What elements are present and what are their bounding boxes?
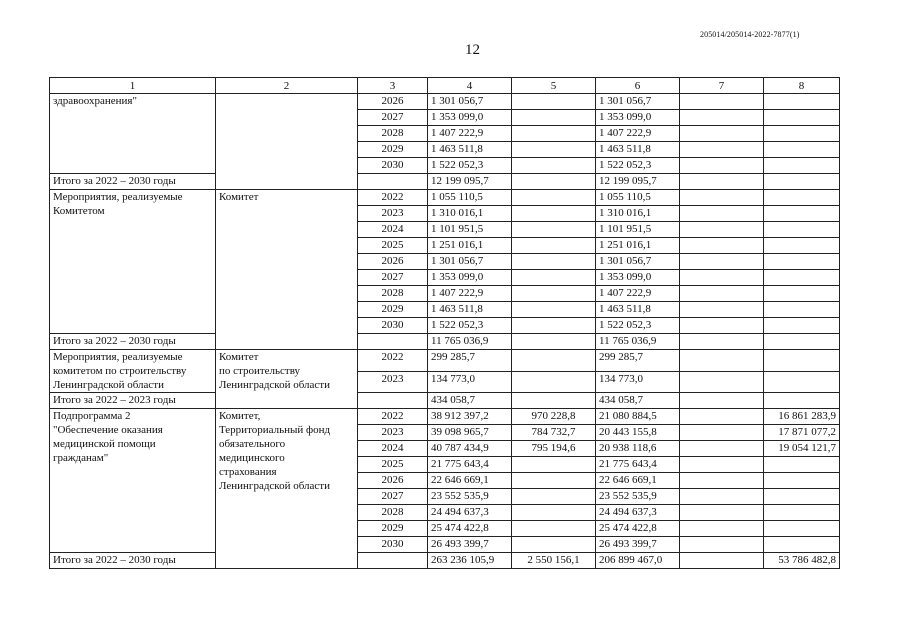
total-funding-cell: 263 236 105,9 bbox=[428, 553, 512, 569]
program-name-line: комитетом по строительству bbox=[53, 365, 187, 377]
table-row bbox=[50, 94, 840, 110]
total-funding-cell: 1 301 056,7 bbox=[428, 254, 512, 270]
local-funding-cell bbox=[680, 393, 764, 409]
program-name-line: Комитетом bbox=[53, 205, 105, 217]
year-cell: 2029 bbox=[358, 142, 428, 158]
regional-funding-cell: 206 899 467,0 bbox=[596, 553, 680, 569]
total-funding-cell: 434 058,7 bbox=[428, 393, 512, 409]
other-funding-cell bbox=[764, 142, 840, 158]
executor-cell bbox=[216, 409, 358, 569]
table-row bbox=[50, 190, 840, 206]
local-funding-cell bbox=[680, 318, 764, 334]
column-header: 8 bbox=[764, 78, 840, 94]
total-funding-cell: 12 199 095,7 bbox=[428, 174, 512, 190]
other-funding-cell bbox=[764, 489, 840, 505]
total-funding-cell: 1 101 951,5 bbox=[428, 222, 512, 238]
federal-funding-cell bbox=[512, 174, 596, 190]
budget-table bbox=[49, 77, 840, 569]
total-funding-cell: 1 463 511,8 bbox=[428, 302, 512, 318]
other-funding-cell bbox=[764, 537, 840, 553]
total-funding-cell: 40 787 434,9 bbox=[428, 441, 512, 457]
regional-funding-cell: 26 493 399,7 bbox=[596, 537, 680, 553]
total-funding-cell: 23 552 535,9 bbox=[428, 489, 512, 505]
other-funding-cell bbox=[764, 190, 840, 206]
year-cell: 2022 bbox=[358, 190, 428, 206]
regional-funding-cell: 24 494 637,3 bbox=[596, 505, 680, 521]
executor-line: медицинского bbox=[219, 452, 285, 464]
other-funding-cell bbox=[764, 473, 840, 489]
regional-funding-cell: 1 353 099,0 bbox=[596, 110, 680, 126]
year-cell: 2027 bbox=[358, 270, 428, 286]
federal-funding-cell bbox=[512, 270, 596, 286]
year-cell: 2027 bbox=[358, 489, 428, 505]
local-funding-cell bbox=[680, 190, 764, 206]
federal-funding-cell bbox=[512, 537, 596, 553]
other-funding-cell bbox=[764, 318, 840, 334]
local-funding-cell bbox=[680, 425, 764, 441]
other-funding-cell: 19 054 121,7 bbox=[764, 441, 840, 457]
executor-line: Территориальный фонд bbox=[219, 424, 331, 436]
year-cell bbox=[358, 174, 428, 190]
total-funding-cell: 24 494 637,3 bbox=[428, 505, 512, 521]
total-funding-cell: 22 646 669,1 bbox=[428, 473, 512, 489]
regional-funding-cell: 21 775 643,4 bbox=[596, 457, 680, 473]
other-funding-cell bbox=[764, 238, 840, 254]
year-cell: 2025 bbox=[358, 457, 428, 473]
total-funding-cell: 1 522 052,3 bbox=[428, 318, 512, 334]
total-funding-cell: 1 522 052,3 bbox=[428, 158, 512, 174]
federal-funding-cell bbox=[512, 158, 596, 174]
local-funding-cell bbox=[680, 371, 764, 393]
total-funding-cell: 1 353 099,0 bbox=[428, 110, 512, 126]
federal-funding-cell: 2 550 156,1 bbox=[512, 553, 596, 569]
federal-funding-cell bbox=[512, 457, 596, 473]
local-funding-cell bbox=[680, 350, 764, 372]
federal-funding-cell bbox=[512, 318, 596, 334]
program-name-cell bbox=[50, 409, 216, 553]
total-row bbox=[50, 393, 840, 409]
local-funding-cell bbox=[680, 174, 764, 190]
regional-funding-cell: 134 773,0 bbox=[596, 371, 680, 393]
column-header: 1 bbox=[50, 78, 216, 94]
program-name-line: "Обеспечение оказания bbox=[53, 424, 163, 436]
executor-line: по строительству bbox=[219, 365, 301, 377]
federal-funding-cell bbox=[512, 521, 596, 537]
federal-funding-cell bbox=[512, 238, 596, 254]
program-name-line: здравоохранения" bbox=[53, 95, 137, 107]
year-cell: 2024 bbox=[358, 441, 428, 457]
federal-funding-cell bbox=[512, 334, 596, 350]
regional-funding-cell: 1 463 511,8 bbox=[596, 302, 680, 318]
regional-funding-cell: 1 055 110,5 bbox=[596, 190, 680, 206]
local-funding-cell bbox=[680, 537, 764, 553]
year-cell: 2027 bbox=[358, 110, 428, 126]
table-body bbox=[50, 78, 840, 569]
regional-funding-cell: 1 522 052,3 bbox=[596, 158, 680, 174]
other-funding-cell bbox=[764, 457, 840, 473]
executor-line: Комитет bbox=[219, 351, 259, 363]
other-funding-cell bbox=[764, 371, 840, 393]
total-funding-cell: 1 251 016,1 bbox=[428, 238, 512, 254]
other-funding-cell bbox=[764, 254, 840, 270]
regional-funding-cell: 1 522 052,3 bbox=[596, 318, 680, 334]
regional-funding-cell: 25 474 422,8 bbox=[596, 521, 680, 537]
year-cell: 2030 bbox=[358, 318, 428, 334]
local-funding-cell bbox=[680, 142, 764, 158]
federal-funding-cell bbox=[512, 302, 596, 318]
regional-funding-cell: 1 463 511,8 bbox=[596, 142, 680, 158]
other-funding-cell bbox=[764, 270, 840, 286]
local-funding-cell bbox=[680, 457, 764, 473]
total-funding-cell: 38 912 397,2 bbox=[428, 409, 512, 425]
other-funding-cell bbox=[764, 505, 840, 521]
total-label: Итого за 2022 – 2030 годы bbox=[50, 553, 216, 569]
total-funding-cell: 134 773,0 bbox=[428, 371, 512, 393]
other-funding-cell: 53 786 482,8 bbox=[764, 553, 840, 569]
federal-funding-cell bbox=[512, 126, 596, 142]
year-cell: 2030 bbox=[358, 537, 428, 553]
year-cell: 2022 bbox=[358, 409, 428, 425]
year-cell: 2023 bbox=[358, 206, 428, 222]
regional-funding-cell: 1 301 056,7 bbox=[596, 94, 680, 110]
federal-funding-cell bbox=[512, 222, 596, 238]
total-funding-cell: 1 407 222,9 bbox=[428, 126, 512, 142]
other-funding-cell bbox=[764, 350, 840, 372]
local-funding-cell bbox=[680, 158, 764, 174]
local-funding-cell bbox=[680, 334, 764, 350]
program-name-cell bbox=[50, 94, 216, 174]
other-funding-cell bbox=[764, 334, 840, 350]
local-funding-cell bbox=[680, 473, 764, 489]
local-funding-cell bbox=[680, 302, 764, 318]
local-funding-cell bbox=[680, 489, 764, 505]
regional-funding-cell: 1 310 016,1 bbox=[596, 206, 680, 222]
federal-funding-cell bbox=[512, 110, 596, 126]
other-funding-cell bbox=[764, 222, 840, 238]
other-funding-cell: 17 871 077,2 bbox=[764, 425, 840, 441]
year-cell: 2029 bbox=[358, 302, 428, 318]
executor-line: страхования bbox=[219, 466, 277, 478]
column-header-row bbox=[50, 78, 840, 94]
executor-line: Комитет bbox=[219, 191, 259, 203]
federal-funding-cell bbox=[512, 142, 596, 158]
regional-funding-cell: 1 301 056,7 bbox=[596, 254, 680, 270]
other-funding-cell bbox=[764, 126, 840, 142]
year-cell: 2028 bbox=[358, 126, 428, 142]
year-cell: 2026 bbox=[358, 473, 428, 489]
program-name-line: Мероприятия, реализуемые bbox=[53, 351, 183, 363]
year-cell: 2028 bbox=[358, 286, 428, 302]
other-funding-cell bbox=[764, 286, 840, 302]
year-cell: 2025 bbox=[358, 238, 428, 254]
regional-funding-cell: 1 407 222,9 bbox=[596, 286, 680, 302]
federal-funding-cell bbox=[512, 94, 596, 110]
other-funding-cell bbox=[764, 158, 840, 174]
year-cell bbox=[358, 334, 428, 350]
total-funding-cell: 1 353 099,0 bbox=[428, 270, 512, 286]
executor-cell bbox=[216, 94, 358, 190]
program-name-line: Ленинградской области bbox=[53, 379, 164, 391]
regional-funding-cell: 1 407 222,9 bbox=[596, 126, 680, 142]
local-funding-cell bbox=[680, 270, 764, 286]
total-funding-cell: 11 765 036,9 bbox=[428, 334, 512, 350]
year-cell: 2022 bbox=[358, 350, 428, 372]
program-name-cell bbox=[50, 190, 216, 334]
federal-funding-cell bbox=[512, 371, 596, 393]
regional-funding-cell: 1 353 099,0 bbox=[596, 270, 680, 286]
program-name-line: Подпрограмма 2 bbox=[53, 410, 131, 422]
year-cell: 2028 bbox=[358, 505, 428, 521]
federal-funding-cell bbox=[512, 505, 596, 521]
year-cell: 2029 bbox=[358, 521, 428, 537]
other-funding-cell bbox=[764, 174, 840, 190]
total-label: Итого за 2022 – 2030 годы bbox=[50, 174, 216, 190]
table-row bbox=[50, 409, 840, 425]
total-funding-cell: 26 493 399,7 bbox=[428, 537, 512, 553]
local-funding-cell bbox=[680, 254, 764, 270]
program-name-line: медицинской помощи bbox=[53, 438, 156, 450]
page-number: 12 bbox=[465, 42, 480, 58]
year-cell bbox=[358, 553, 428, 569]
federal-funding-cell bbox=[512, 254, 596, 270]
local-funding-cell bbox=[680, 441, 764, 457]
year-cell: 2023 bbox=[358, 425, 428, 441]
local-funding-cell bbox=[680, 110, 764, 126]
regional-funding-cell: 23 552 535,9 bbox=[596, 489, 680, 505]
regional-funding-cell: 299 285,7 bbox=[596, 350, 680, 372]
column-header: 5 bbox=[512, 78, 596, 94]
local-funding-cell bbox=[680, 521, 764, 537]
regional-funding-cell: 21 080 884,5 bbox=[596, 409, 680, 425]
document-id: 205014/205014-2022-7877(1) bbox=[700, 30, 800, 39]
total-row bbox=[50, 174, 840, 190]
local-funding-cell bbox=[680, 94, 764, 110]
year-cell: 2024 bbox=[358, 222, 428, 238]
other-funding-cell bbox=[764, 110, 840, 126]
column-header: 3 bbox=[358, 78, 428, 94]
other-funding-cell bbox=[764, 94, 840, 110]
table-row bbox=[50, 350, 840, 372]
local-funding-cell bbox=[680, 409, 764, 425]
regional-funding-cell: 20 443 155,8 bbox=[596, 425, 680, 441]
column-header: 2 bbox=[216, 78, 358, 94]
total-funding-cell: 1 463 511,8 bbox=[428, 142, 512, 158]
federal-funding-cell: 795 194,6 bbox=[512, 441, 596, 457]
year-cell: 2030 bbox=[358, 158, 428, 174]
federal-funding-cell bbox=[512, 393, 596, 409]
federal-funding-cell bbox=[512, 206, 596, 222]
federal-funding-cell bbox=[512, 473, 596, 489]
other-funding-cell: 16 861 283,9 bbox=[764, 409, 840, 425]
year-cell bbox=[358, 393, 428, 409]
other-funding-cell bbox=[764, 521, 840, 537]
federal-funding-cell: 784 732,7 bbox=[512, 425, 596, 441]
executor-line: обязательного bbox=[219, 438, 286, 450]
other-funding-cell bbox=[764, 393, 840, 409]
regional-funding-cell: 11 765 036,9 bbox=[596, 334, 680, 350]
total-label: Итого за 2022 – 2023 годы bbox=[50, 393, 216, 409]
year-cell: 2026 bbox=[358, 254, 428, 270]
column-header: 7 bbox=[680, 78, 764, 94]
other-funding-cell bbox=[764, 302, 840, 318]
other-funding-cell bbox=[764, 206, 840, 222]
total-funding-cell: 25 474 422,8 bbox=[428, 521, 512, 537]
executor-line: Ленинградской области bbox=[219, 379, 330, 391]
total-funding-cell: 299 285,7 bbox=[428, 350, 512, 372]
local-funding-cell bbox=[680, 286, 764, 302]
program-name-line: Мероприятия, реализуемые bbox=[53, 191, 183, 203]
federal-funding-cell bbox=[512, 350, 596, 372]
regional-funding-cell: 12 199 095,7 bbox=[596, 174, 680, 190]
executor-line: Ленинградской области bbox=[219, 480, 330, 492]
local-funding-cell bbox=[680, 126, 764, 142]
regional-funding-cell: 22 646 669,1 bbox=[596, 473, 680, 489]
column-header: 6 bbox=[596, 78, 680, 94]
federal-funding-cell: 970 228,8 bbox=[512, 409, 596, 425]
total-row bbox=[50, 334, 840, 350]
local-funding-cell bbox=[680, 238, 764, 254]
year-cell: 2026 bbox=[358, 94, 428, 110]
executor-cell bbox=[216, 350, 358, 409]
program-name-cell bbox=[50, 350, 216, 393]
local-funding-cell bbox=[680, 505, 764, 521]
federal-funding-cell bbox=[512, 489, 596, 505]
federal-funding-cell bbox=[512, 286, 596, 302]
total-funding-cell: 21 775 643,4 bbox=[428, 457, 512, 473]
total-funding-cell: 1 055 110,5 bbox=[428, 190, 512, 206]
local-funding-cell bbox=[680, 206, 764, 222]
local-funding-cell bbox=[680, 553, 764, 569]
total-funding-cell: 1 301 056,7 bbox=[428, 94, 512, 110]
regional-funding-cell: 1 101 951,5 bbox=[596, 222, 680, 238]
total-funding-cell: 39 098 965,7 bbox=[428, 425, 512, 441]
year-cell: 2023 bbox=[358, 371, 428, 393]
local-funding-cell bbox=[680, 222, 764, 238]
total-funding-cell: 1 310 016,1 bbox=[428, 206, 512, 222]
program-name-line: гражданам" bbox=[53, 452, 109, 464]
total-label: Итого за 2022 – 2030 годы bbox=[50, 334, 216, 350]
executor-cell bbox=[216, 190, 358, 350]
regional-funding-cell: 1 251 016,1 bbox=[596, 238, 680, 254]
federal-funding-cell bbox=[512, 190, 596, 206]
column-header: 4 bbox=[428, 78, 512, 94]
regional-funding-cell: 434 058,7 bbox=[596, 393, 680, 409]
total-row bbox=[50, 553, 840, 569]
executor-line: Комитет, bbox=[219, 410, 261, 422]
regional-funding-cell: 20 938 118,6 bbox=[596, 441, 680, 457]
total-funding-cell: 1 407 222,9 bbox=[428, 286, 512, 302]
